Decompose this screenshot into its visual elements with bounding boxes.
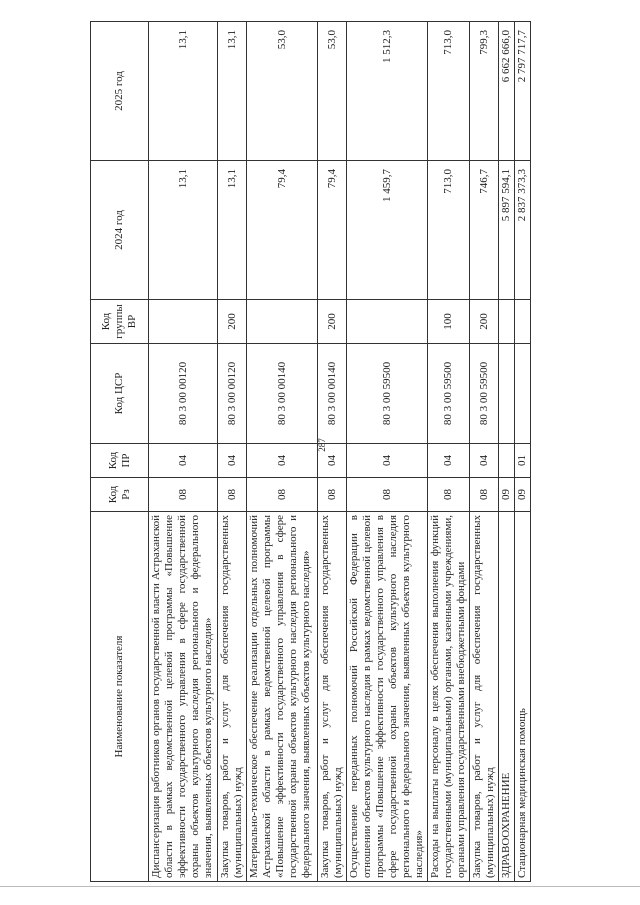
cell-2024: 79,4 bbox=[247, 161, 318, 300]
cell-name: Расходы на выплаты персоналу в целях обеспечения выполнения функций государственными (муниципальными) органами, казенными учреждениями, органами управления государственными внебюджетными фондами bbox=[428, 512, 470, 882]
cell-pr: 04 bbox=[149, 444, 218, 478]
cell-name: Диспансеризация работников органов государственной власти Астраханской области в рамках ведомственной целевой программы «Повышение эффективности государственного управления в сфере государственной охраны объектов культурного наследия регионального и федерального значения, выявленных объектов культурного наследия» bbox=[149, 512, 218, 882]
cell-csr bbox=[515, 344, 531, 444]
cell-pr: 04 bbox=[428, 444, 470, 478]
cell-2024: 13,1 bbox=[149, 161, 218, 300]
cell-name: Закупка товаров, работ и услуг для обеспечения государственных (муниципальных) нужд bbox=[218, 512, 247, 882]
cell-rz: 08 bbox=[470, 478, 499, 512]
cell-2024: 79,4 bbox=[318, 161, 347, 300]
cell-pr bbox=[499, 444, 515, 478]
cell-vr bbox=[515, 300, 531, 344]
table-row bbox=[470, 22, 499, 882]
scan-edge-line bbox=[0, 886, 640, 887]
cell-csr: 80 3 00 59500 bbox=[347, 344, 428, 444]
cell-rz: 08 bbox=[218, 478, 247, 512]
cell-2025: 2 797 717,7 bbox=[515, 22, 531, 161]
cell-name: Закупка товаров, работ и услуг для обеспечения государственных (муниципальных) нужд bbox=[470, 512, 499, 882]
table-row bbox=[347, 22, 428, 882]
cell-rz: 08 bbox=[149, 478, 218, 512]
cell-2025: 6 662 666,0 bbox=[499, 22, 515, 161]
cell-rz: 08 bbox=[347, 478, 428, 512]
cell-2025: 53,0 bbox=[318, 22, 347, 161]
cell-csr: 80 3 00 00140 bbox=[318, 344, 347, 444]
cell-2024: 1 459,7 bbox=[347, 161, 428, 300]
cell-vr bbox=[499, 300, 515, 344]
cell-name: Закупка товаров, работ и услуг для обеспечения государственных (муниципальных) нужд bbox=[318, 512, 347, 882]
header-2025: 2025 год bbox=[91, 22, 149, 161]
header-rz: Код Рз bbox=[91, 478, 149, 512]
cell-2024: 13,1 bbox=[218, 161, 247, 300]
table-header-row bbox=[91, 22, 149, 882]
cell-2024: 5 897 594,1 bbox=[499, 161, 515, 300]
cell-rz: 09 bbox=[515, 478, 531, 512]
cell-2025: 1 512,3 bbox=[347, 22, 428, 161]
cell-pr: 01 bbox=[515, 444, 531, 478]
table-row bbox=[428, 22, 470, 882]
page-number: 287 bbox=[316, 438, 327, 452]
header-name: Наименование показателя bbox=[91, 512, 149, 882]
cell-2025: 713,0 bbox=[428, 22, 470, 161]
cell-rz: 08 bbox=[318, 478, 347, 512]
cell-vr: 200 bbox=[218, 300, 247, 344]
cell-csr: 80 3 00 00120 bbox=[218, 344, 247, 444]
cell-pr: 04 bbox=[247, 444, 318, 478]
cell-vr bbox=[247, 300, 318, 344]
rotated-page-content bbox=[90, 22, 530, 882]
cell-pr: 04 bbox=[347, 444, 428, 478]
cell-csr: 80 3 00 59500 bbox=[470, 344, 499, 444]
cell-vr: 200 bbox=[470, 300, 499, 344]
cell-2024: 746,7 bbox=[470, 161, 499, 300]
cell-rz: 08 bbox=[247, 478, 318, 512]
cell-vr: 100 bbox=[428, 300, 470, 344]
table-row bbox=[515, 22, 531, 882]
table-row bbox=[218, 22, 247, 882]
cell-csr: 80 3 00 00120 bbox=[149, 344, 218, 444]
cell-rz: 09 bbox=[499, 478, 515, 512]
table-row bbox=[149, 22, 218, 882]
cell-2025: 799,3 bbox=[470, 22, 499, 161]
header-csr: Код ЦСР bbox=[91, 344, 149, 444]
cell-2024: 713,0 bbox=[428, 161, 470, 300]
cell-csr: 80 3 00 00140 bbox=[247, 344, 318, 444]
header-vr: Код группы ВР bbox=[91, 300, 149, 344]
cell-vr bbox=[149, 300, 218, 344]
cell-name: ЗДРАВООХРАНЕНИЕ bbox=[499, 512, 515, 882]
cell-name: Материально-техническое обеспечение реализации отдельных полномочий Астраханской области в рамках ведомственной целевой программы «Повышение эффективности государственного управления в сфере государственной охраны объектов культурного наследия регионального и федерального значения, выявленных объектов культурного наследия» bbox=[247, 512, 318, 882]
budget-table bbox=[90, 21, 531, 882]
cell-csr bbox=[499, 344, 515, 444]
header-pr: Код ПР bbox=[91, 444, 149, 478]
table-row bbox=[318, 22, 347, 882]
cell-vr bbox=[347, 300, 428, 344]
cell-2025: 53,0 bbox=[247, 22, 318, 161]
cell-pr: 04 bbox=[218, 444, 247, 478]
header-2024: 2024 год bbox=[91, 161, 149, 300]
cell-2025: 13,1 bbox=[218, 22, 247, 161]
cell-name: Стационарная медицинская помощь bbox=[515, 512, 531, 882]
table-row bbox=[247, 22, 318, 882]
cell-vr: 200 bbox=[318, 300, 347, 344]
cell-csr: 80 3 00 59500 bbox=[428, 344, 470, 444]
cell-pr: 04 bbox=[318, 444, 347, 478]
cell-name: Осуществление переданных полномочий Российской Федерации в отношении объектов культурного наследия в рамках ведомственной целевой программы «Повышение эффективности государственного управления в сфере государственной охраны объектов культурного наследия регионального и федерального значения, выявленных объектов культурного наследия» bbox=[347, 512, 428, 882]
table-row bbox=[499, 22, 515, 882]
cell-2025: 13,1 bbox=[149, 22, 218, 161]
cell-pr: 04 bbox=[470, 444, 499, 478]
cell-rz: 08 bbox=[428, 478, 470, 512]
cell-2024: 2 837 373,3 bbox=[515, 161, 531, 300]
